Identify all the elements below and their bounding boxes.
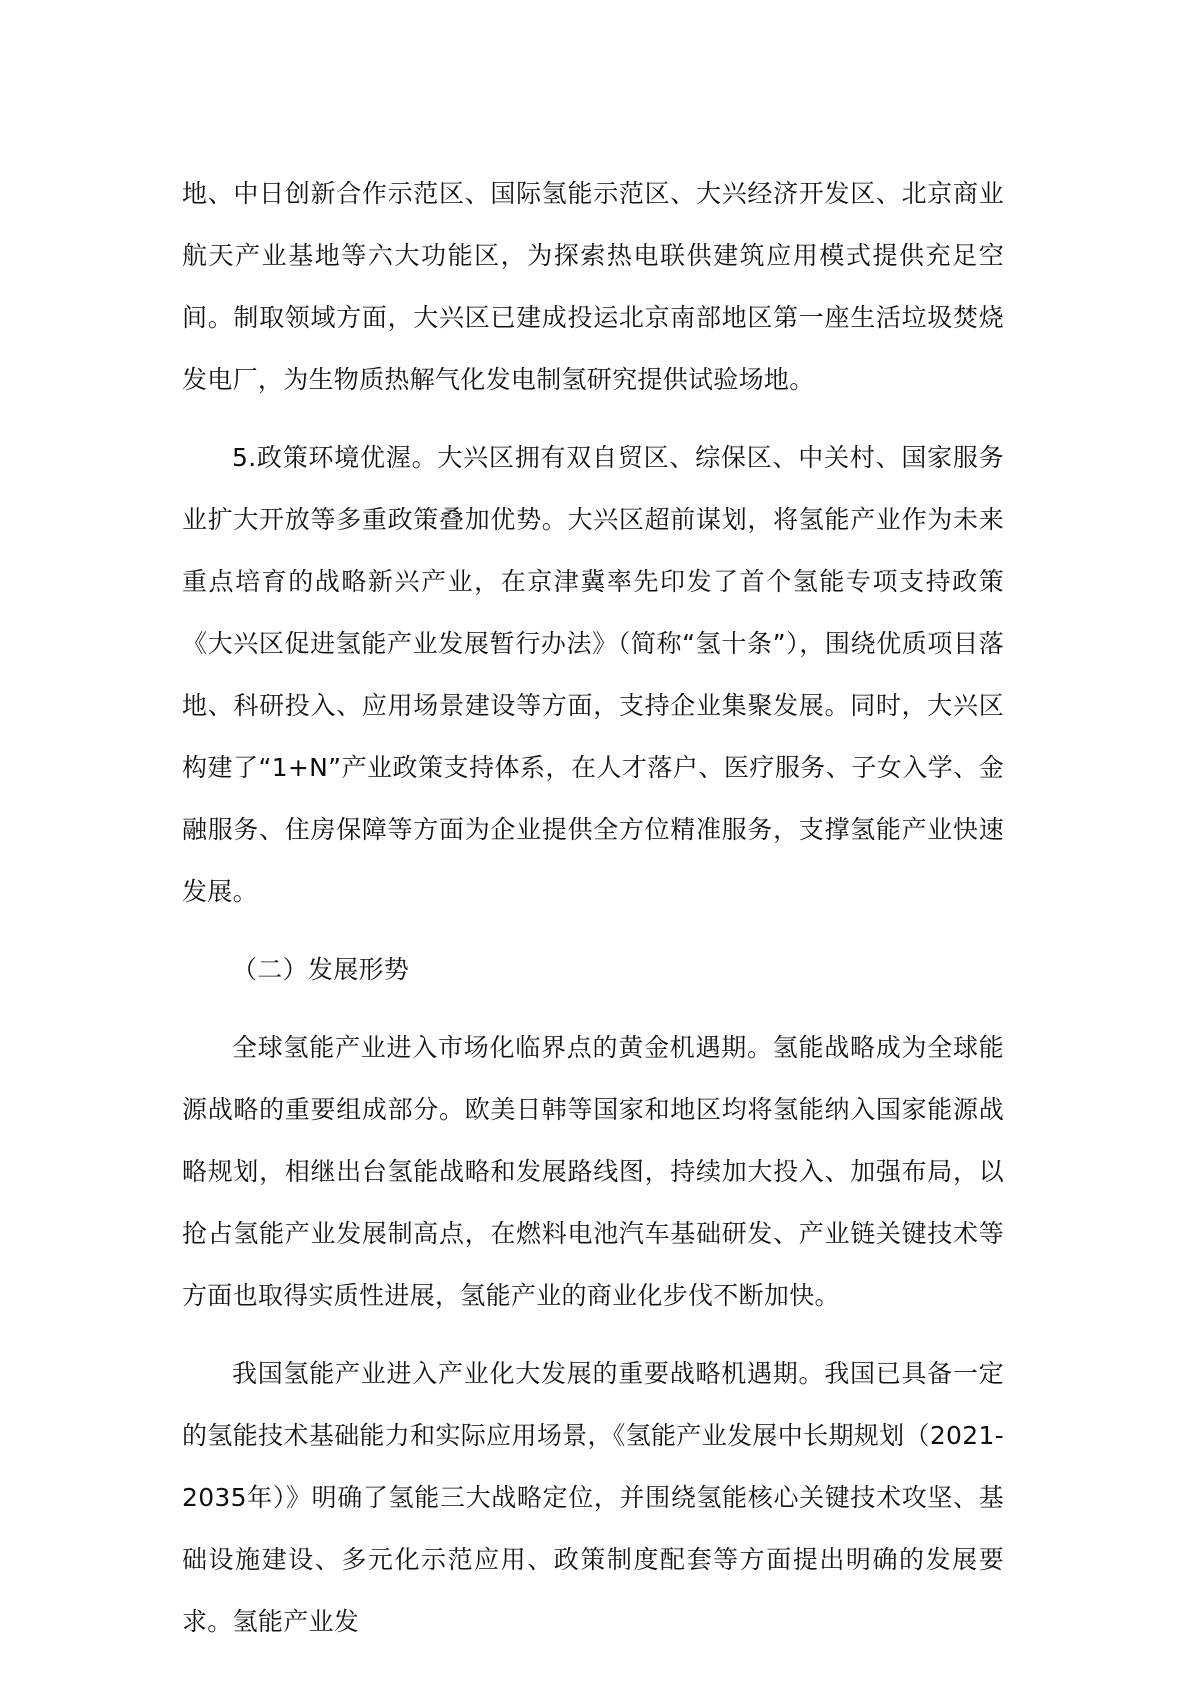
paragraph-continuation-functional-zones: 地、中日创新合作示范区、国际氢能示范区、大兴经济开发区、北京商业航天产业基地等六大功能区，为探索热电联供建筑应用模式提供充足空间。制取领域方面，大兴区已建成投运北京南部地区第一座生活垃圾焚烧发电厂，为生物质热解气化发电制氢研究提供试验场地。 xyxy=(182,179,1004,394)
section-heading-development-trend: （二）发展形势 xyxy=(232,955,410,984)
paragraph-global-hydrogen-industry: 全球氢能产业进入市场化临界点的黄金机遇期。氢能战略成为全球能源战略的重要组成部分。欧美日韩等国家和地区均将氢能纳入国家能源战略规划，相继出台氢能战略和发展路线图，持续加大投入、加强布局，以抢占氢能产业发展制高点，在燃料电池汽车基础研发、产业链关键技术等方面也取得实质性进展，氢能产业的商业化步伐不断加快。 xyxy=(182,1033,1004,1310)
paragraph-policy-environment: 5.政策环境优渥。大兴区拥有双自贸区、综保区、中关村、国家服务业扩大开放等多重政策叠加优势。大兴区超前谋划，将氢能产业作为未来重点培育的战略新兴产业，在京津冀率先印发了首个氢能专项支持政策《大兴区促进氢能产业发展暂行办法》（简称“氢十条”），围绕优质项目落地、科研投入、应用场景建设等方面，支持企业集聚发展。同时，大兴区构建了“1+N”产业政策支持体系，在人才落户、医疗服务、子女入学、金融服务、住房保障等方面为企业提供全方位精准服务，支撑氢能产业快速发展。 xyxy=(182,443,1004,906)
document-body xyxy=(182,163,1004,1653)
paragraph-china-hydrogen-industry: 我国氢能产业进入产业化大发展的重要战略机遇期。我国已具备一定的氢能技术基础能力和实际应用场景，《氢能产业发展中长期规划（2021-2035年）》明确了氢能三大战略定位，并围绕氢能核心关键技术攻坚、基础设施建设、多元化示范应用、政策制度配套等方面提出明确的发展要求。氢能产业发 xyxy=(182,1359,1004,1636)
